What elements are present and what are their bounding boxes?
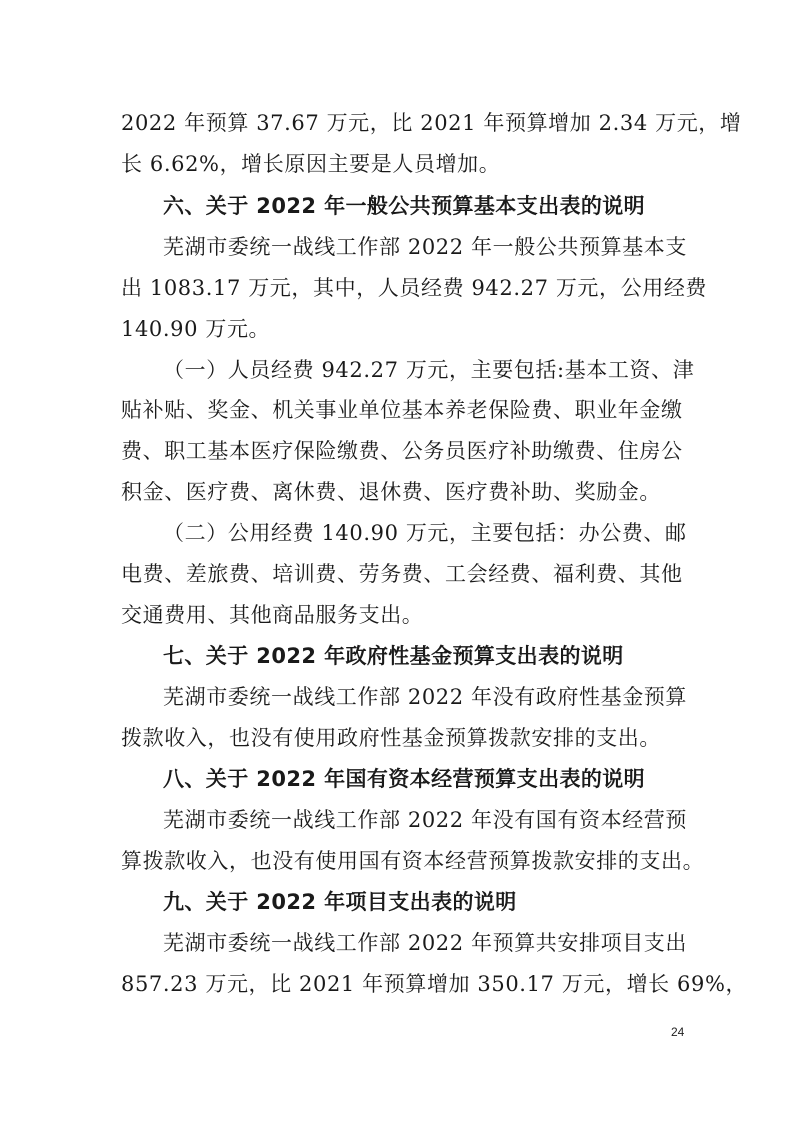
paragraph-line: 140.90 万元。 bbox=[121, 317, 271, 341]
page-number: 24 bbox=[671, 1025, 685, 1039]
paragraph-line: 交通费用、其他商品服务支出。 bbox=[121, 603, 424, 627]
paragraph-line: 长 6.62%，增长原因主要是人员增加。 bbox=[121, 152, 501, 176]
section-heading-nine: 九、关于 2022 年项目支出表的说明 bbox=[163, 890, 517, 914]
paragraph-line: （二）公用经费 140.90 万元，主要包括：办公费、邮 bbox=[163, 521, 687, 545]
paragraph-line: （一）人员经费 942.27 万元，主要包括:基本工资、津 bbox=[163, 358, 695, 382]
paragraph-line: 算拨款收入，也没有使用国有资本经营预算拨款安排的支出。 bbox=[121, 849, 705, 873]
paragraph-line: 出 1083.17 万元，其中，人员经费 942.27 万元，公用经费 bbox=[121, 276, 708, 300]
section-heading-seven: 七、关于 2022 年政府性基金预算支出表的说明 bbox=[163, 644, 624, 668]
paragraph-line: 芜湖市委统一战线工作部 2022 年预算共安排项目支出 bbox=[163, 931, 687, 955]
paragraph-line: 芜湖市委统一战线工作部 2022 年一般公共预算基本支 bbox=[163, 235, 687, 259]
paragraph-line: 费、职工基本医疗保险缴费、公务员医疗补助缴费、住房公 bbox=[121, 439, 683, 463]
paragraph-line: 857.23 万元，比 2021 年预算增加 350.17 万元，增长 69%， bbox=[121, 972, 748, 996]
section-heading-eight: 八、关于 2022 年国有资本经营预算支出表的说明 bbox=[163, 767, 646, 791]
paragraph-line: 贴补贴、奖金、机关事业单位基本养老保险费、职业年金缴 bbox=[121, 398, 683, 422]
paragraph-line: 2022 年预算 37.67 万元，比 2021 年预算增加 2.34 万元，增 bbox=[121, 111, 742, 135]
section-heading-six: 六、关于 2022 年一般公共预算基本支出表的说明 bbox=[163, 194, 646, 218]
paragraph-line: 电费、差旅费、培训费、劳务费、工会经费、福利费、其他 bbox=[121, 562, 683, 586]
paragraph-line: 芜湖市委统一战线工作部 2022 年没有国有资本经营预 bbox=[163, 808, 687, 832]
paragraph-line: 拨款收入，也没有使用政府性基金预算拨款安排的支出。 bbox=[121, 726, 661, 750]
paragraph-line: 积金、医疗费、离休费、退休费、医疗费补助、奖励金。 bbox=[121, 480, 661, 504]
paragraph-line: 芜湖市委统一战线工作部 2022 年没有政府性基金预算 bbox=[163, 685, 687, 709]
